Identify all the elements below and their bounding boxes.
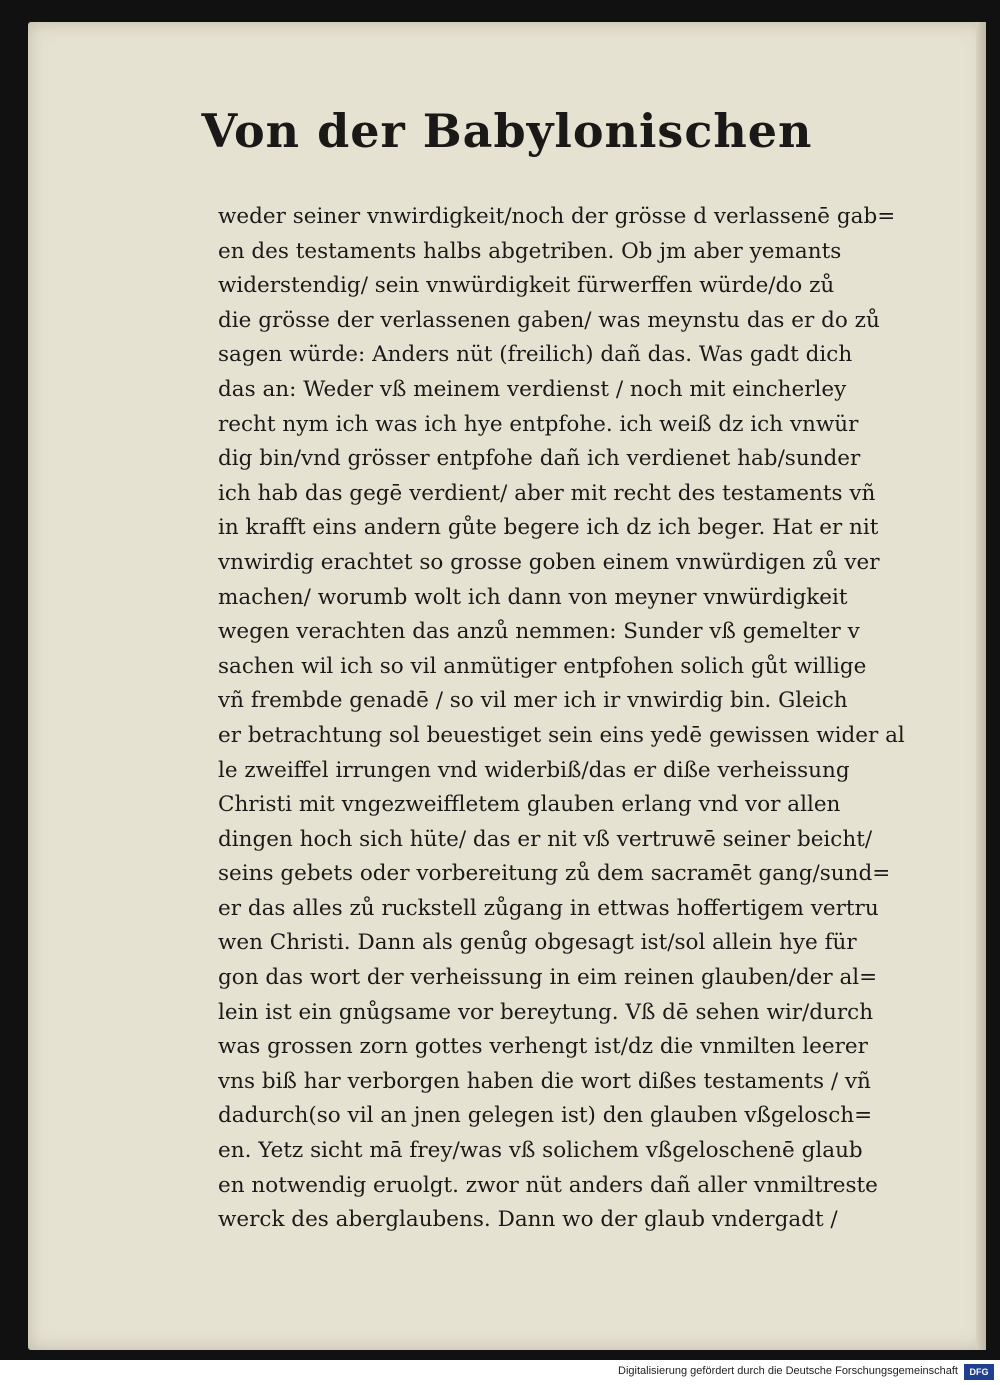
text-line: dig bin/vnd grösser entpfohe dañ ich verdienet hab/sunder	[218, 446, 861, 472]
running-head: Von der Babylonischen	[201, 104, 813, 158]
text-line: in krafft eins andern gůte begere ich dz ich beger. Hat er nit	[218, 515, 879, 541]
text-line: en notwendig eruolgt. zwor nüt anders dañ aller vnmiltreste	[218, 1172, 878, 1198]
funding-credit: Digitalisierung gefördert durch die Deutsche Forschungsgemeinschaft	[618, 1365, 958, 1377]
text-line: ich hab das gegē verdient/ aber mit recht des testaments vñ	[218, 480, 876, 506]
text-line: sagen würde: Anders nüt (freilich) dañ das. Was gadt dich	[218, 342, 853, 368]
text-line: was grossen zorn gottes verhengt ist/dz die vnmilten leerer	[218, 1034, 868, 1060]
text-line: en. Yetz sicht mā frey/was vß solichem vßgeloschenē glaub	[218, 1138, 863, 1164]
text-line: vnwirdig erachtet so grosse goben einem vnwürdigen zů ver	[218, 549, 880, 575]
page-edge	[976, 22, 986, 1350]
text-line: vns biß har verborgen haben die wort dißes testaments / vñ	[218, 1068, 871, 1094]
text-line: seins gebets oder vorbereitung zů dem sacramēt gang/sund=	[218, 861, 891, 887]
book-page	[28, 22, 986, 1350]
text-line: le zweiffel irrungen vnd widerbiß/das er diße verheissung	[218, 757, 850, 783]
text-line: en des testaments halbs abgetriben. Ob jm aber yemants	[218, 238, 842, 264]
text-line: Christi mit vngezweiffletem glauben erlang vnd vor allen	[218, 792, 841, 818]
text-line: die grösse der verlassenen gaben/ was meynstu das er do zů	[218, 307, 880, 333]
text-line: widerstendig/ sein vnwürdigkeit fürwerffen würde/do zů	[218, 273, 835, 299]
footer-bar	[0, 1360, 1000, 1385]
text-line: dingen hoch sich hüte/ das er nit vß vertruwē seiner beicht/	[218, 826, 873, 852]
body-text	[218, 200, 946, 1238]
text-line: recht nym ich was ich hye entpfohe. ich weiß dz ich vnwür	[218, 411, 859, 437]
text-line: lein ist ein gnůgsame vor bereytung. Vß dē sehen wir/durch	[218, 999, 874, 1025]
text-line: weder seiner vnwirdigkeit/noch der grösse d verlassenē gab=	[218, 204, 896, 229]
text-line: wegen verachten das anzů nemmen: Sunder vß gemelter v	[218, 619, 860, 645]
text-line: machen/ worumb wolt ich dann von meyner vnwürdigkeit	[218, 584, 848, 610]
text-line: er betrachtung sol beuestiget sein eins yedē gewissen wider al	[218, 722, 905, 748]
text-line: vñ frembde genadē / so vil mer ich ir vnwirdig bin. Gleich	[218, 688, 848, 714]
text-line: wen Christi. Dann als genůg obgesagt ist/sol allein hye für	[218, 930, 857, 956]
text-line: gon das wort der verheissung in eim reinen glauben/der al=	[218, 965, 878, 991]
text-line: werck des aberglaubens. Dann wo der glaub vndergadt /	[218, 1207, 838, 1233]
text-line: das an: Weder vß meinem verdienst / noch mit eincherley	[218, 376, 847, 402]
text-line: er das alles zů ruckstell zůgang in ettwas hoffertigem vertru	[218, 895, 879, 921]
dfg-logo: DFG	[964, 1364, 994, 1380]
text-line: dadurch(so vil an jnen gelegen ist) den glauben vßgelosch=	[218, 1103, 873, 1129]
text-line: sachen wil ich so vil anmütiger entpfohen solich gůt willige	[218, 653, 867, 679]
